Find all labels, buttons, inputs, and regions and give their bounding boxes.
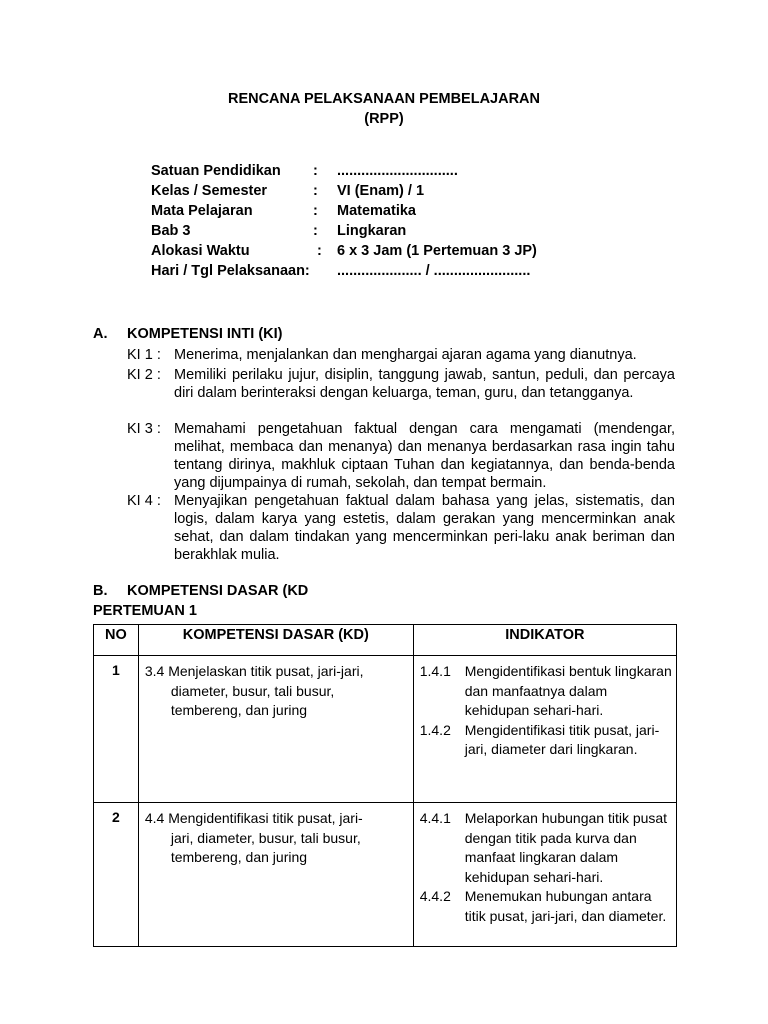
indicator-item [420,662,672,721]
ki-text: Memiliki perilaku jujur, disiplin, tanggung jawab, santun, peduli, dan percaya diri dalam berinteraksi dengan keluarga, teman, guru, dan tetangganya. [174,367,675,401]
indicator-item [420,721,672,760]
table-header-row [94,625,677,656]
indicator-code: 1.4.2 [419,721,451,738]
ki-item [127,492,675,564]
ki-label: KI 4 : [127,493,161,509]
kd-table [93,624,677,947]
header-indicator: INDIKATOR [413,625,676,656]
identity-label: Mata Pelajaran [151,203,253,219]
ki-item [127,420,675,492]
identity-label: Kelas / Semester [151,183,268,199]
section-letter: A. [93,326,108,342]
indicator-item [420,809,672,887]
identity-colon: : [313,183,318,199]
kd-text-first-line: 4.4 Mengidentifikasi titik pusat, jari- [144,810,363,826]
kd-text-first-line: 3.4 Menjelaskan titik pusat, jari-jari, [144,663,364,679]
identity-colon: : [317,243,322,259]
indicator-text: Menemukan hubungan antara titik pusat, jari-jari, dan diameter. [464,888,667,924]
meeting-label: PERTEMUAN 1 [93,603,197,619]
section-letter: B. [93,583,108,599]
identity-value: Matematika [337,203,416,219]
identity-label: Alokasi Waktu [151,243,250,259]
identity-colon: : [313,163,318,179]
indicator-code: 4.4.1 [419,810,451,826]
kd-cell [138,803,413,947]
ki-text: Memahami pengetahuan faktual dengan cara mengamati (mendengar, melihat, membaca dan menanya) dan menanya berdasarkan rasa ingin tahu tentang dirinya, makhluk ciptaan Tuhan dan kegiatannya, dan benda-benda yang dijumpainya di rumah, sekolah, dan tempat bermain. [174,421,675,491]
ki-text: Menerima, menjalankan dan menghargai ajaran agama yang dianutnya. [174,347,637,363]
identity-value: VI (Enam) / 1 [337,183,425,199]
kd-text-rest: jari, diameter, busur, tali busur, tembereng, dan juring [170,829,361,865]
row-number: 1 [94,656,139,803]
kd-cell [138,656,413,803]
indicator-cell [413,656,676,803]
row-number: 2 [94,803,139,947]
identity-colon: : [313,223,318,239]
identity-colon: : [313,203,318,219]
document-subtitle: (RPP) [364,111,404,127]
header-kd: KOMPETENSI DASAR (KD) [138,625,413,656]
section-title: KOMPETENSI INTI (KI) [127,326,283,342]
header-no: NO [94,625,139,656]
indicator-text: Mengidentifikasi titik pusat, jari-jari, diameter dari lingkaran. [464,721,660,757]
indicator-item [420,887,672,926]
kd-text-rest: diameter, busur, tali busur, tembereng, dan juring [170,682,335,718]
table-row [94,656,677,803]
ki-label: KI 2 : [127,367,161,383]
ki-text: Menyajikan pengetahuan faktual dalam bahasa yang jelas, sistematis, dan logis, dalam karya yang estetis, dalam gerakan yang mencerminkan anak sehat, dan dalam tindakan yang mencerminkan peri-laku anak beriman dan berakhlak mulia. [174,493,675,563]
ki-label: KI 1 : [127,347,161,363]
indicator-text: Mengidentifikasi bentuk lingkaran dan manfaatnya dalam kehidupan sehari-hari. [464,663,672,718]
table-row [94,803,677,947]
indicator-cell [413,803,676,947]
indicator-code: 1.4.1 [419,663,451,679]
identity-value: .............................. [337,163,458,179]
identity-label: Hari / Tgl Pelaksanaan: [151,263,310,279]
ki-item [127,346,675,364]
identity-value: 6 x 3 Jam (1 Pertemuan 3 JP) [337,243,537,259]
ki-label: KI 3 : [127,421,161,437]
identity-value: Lingkaran [337,223,407,239]
identity-label: Satuan Pendidikan [151,163,281,179]
identity-label: Bab 3 [151,223,191,239]
section-title: KOMPETENSI DASAR (KD [127,583,309,599]
identity-value: ..................... / ........................ [337,263,531,279]
indicator-text: Melaporkan hubungan titik pusat dengan titik pada kurva dan manfaat lingkaran dalam kehidupan sehari-hari. [464,810,668,885]
document-title: RENCANA PELAKSANAAN PEMBELAJARAN [227,91,541,107]
indicator-code: 4.4.2 [419,888,451,904]
ki-item [127,366,675,402]
